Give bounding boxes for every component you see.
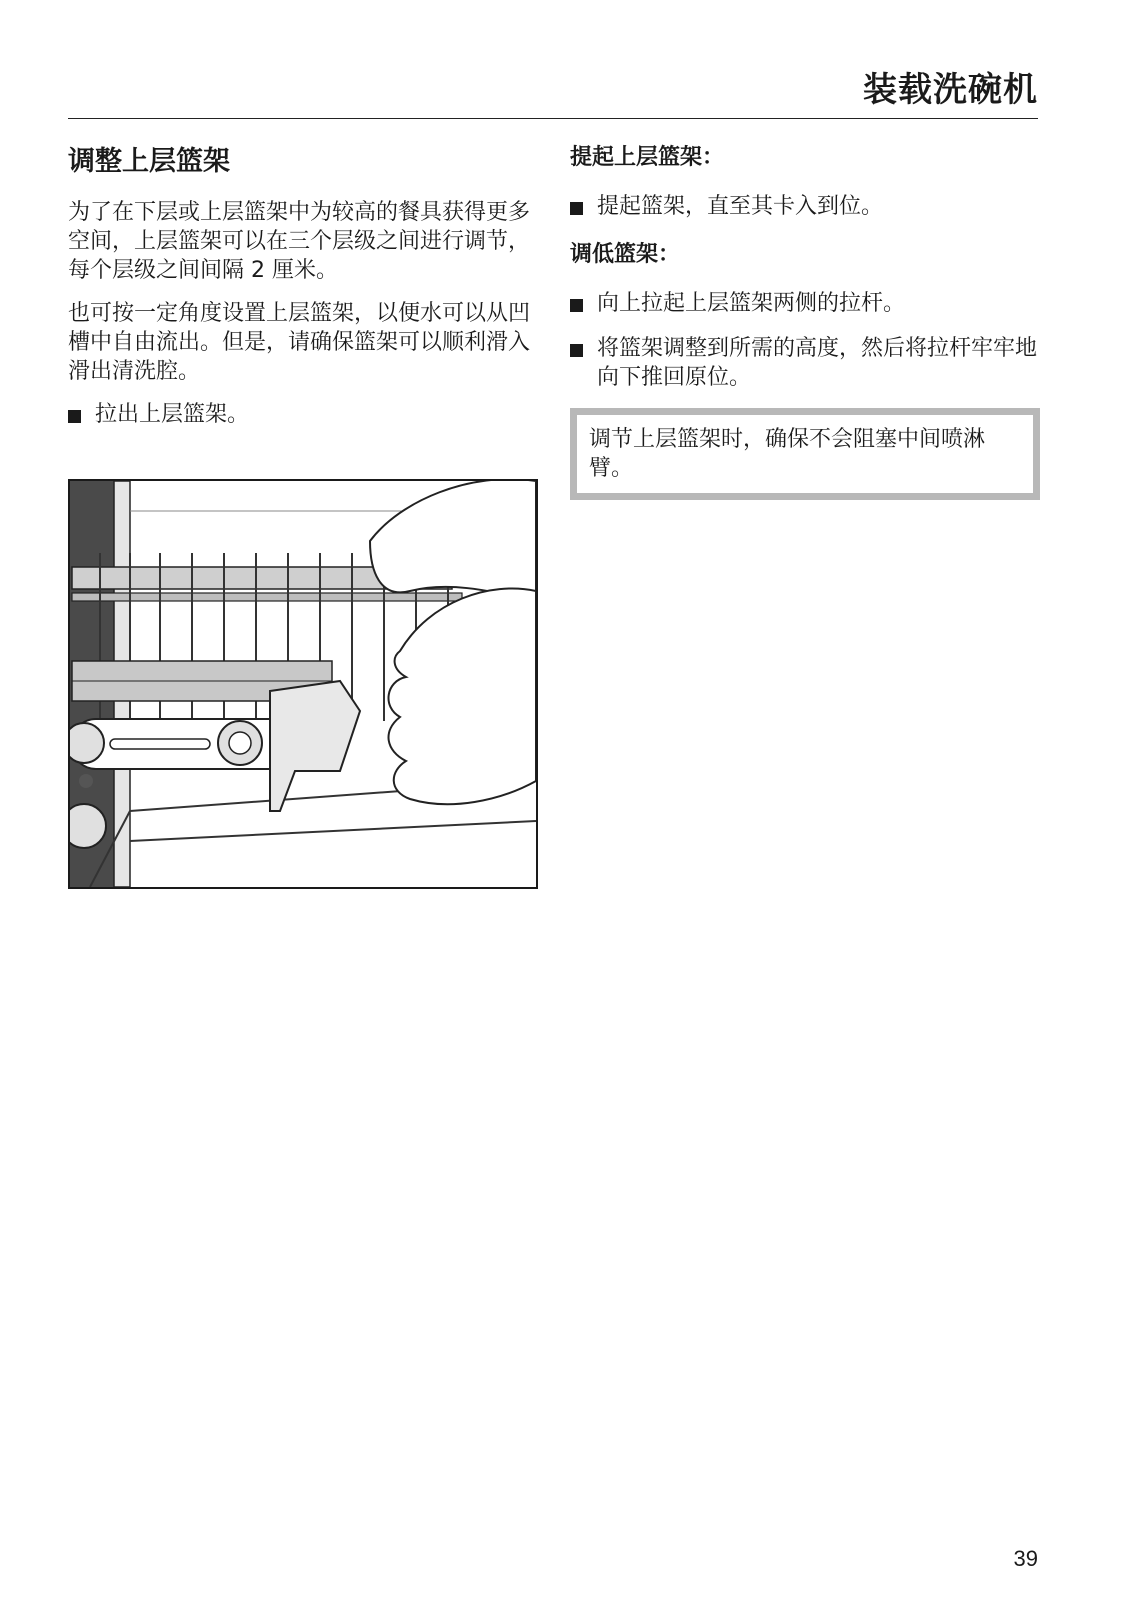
bullet-text: 将篮架调整到所需的高度，然后将拉杆牢牢地向下推回原位。 [597, 336, 1038, 390]
bullet-square-icon [570, 344, 583, 357]
intro-paragraph: 为了在下层或上层篮架中为较高的餐具获得更多空间，上层篮架可以在三个层级之间进行调节，每个层级之间间隔 2 厘米。 [68, 200, 531, 283]
rack-roller-left [70, 723, 104, 763]
page-header [68, 58, 1038, 119]
rack-lever [270, 681, 360, 811]
bullet-text: 向上拉起上层篮架两侧的拉杆。 [597, 291, 906, 316]
bullet-lift-levers [570, 289, 1040, 318]
section-heading: 调整上层篮架 [68, 146, 230, 177]
angle-paragraph: 也可按一定角度设置上层篮架，以便水可以从凹槽中自由流出。但是，请确保篮架可以顺利滑入滑出清洗腔。 [68, 301, 531, 384]
right-column [570, 140, 1040, 500]
bullet-raise [570, 192, 1040, 221]
note-text: 调节上层篮架时，确保不会阻塞中间喷淋臂。 [589, 427, 986, 481]
bullet-text: 拉出上层篮架。 [95, 402, 250, 427]
left-column [68, 140, 538, 445]
bullet-adjust-height [570, 334, 1040, 392]
page-number: 39 [1013, 1546, 1038, 1571]
bullet-text: 提起篮架，直至其卡入到位。 [597, 194, 884, 219]
basket-illustration [68, 479, 538, 889]
bullet-pull-out [68, 400, 538, 429]
note-box [570, 408, 1040, 500]
raise-heading: 提起上层篮架： [570, 145, 725, 170]
hand-lower [389, 589, 536, 805]
bullet-square-icon [570, 299, 583, 312]
page-title: 装载洗碗机 [863, 70, 1038, 110]
lower-heading: 调低篮架： [570, 242, 681, 267]
hand-upper [370, 481, 536, 601]
bullet-square-icon [570, 202, 583, 215]
bullet-square-icon [68, 410, 81, 423]
